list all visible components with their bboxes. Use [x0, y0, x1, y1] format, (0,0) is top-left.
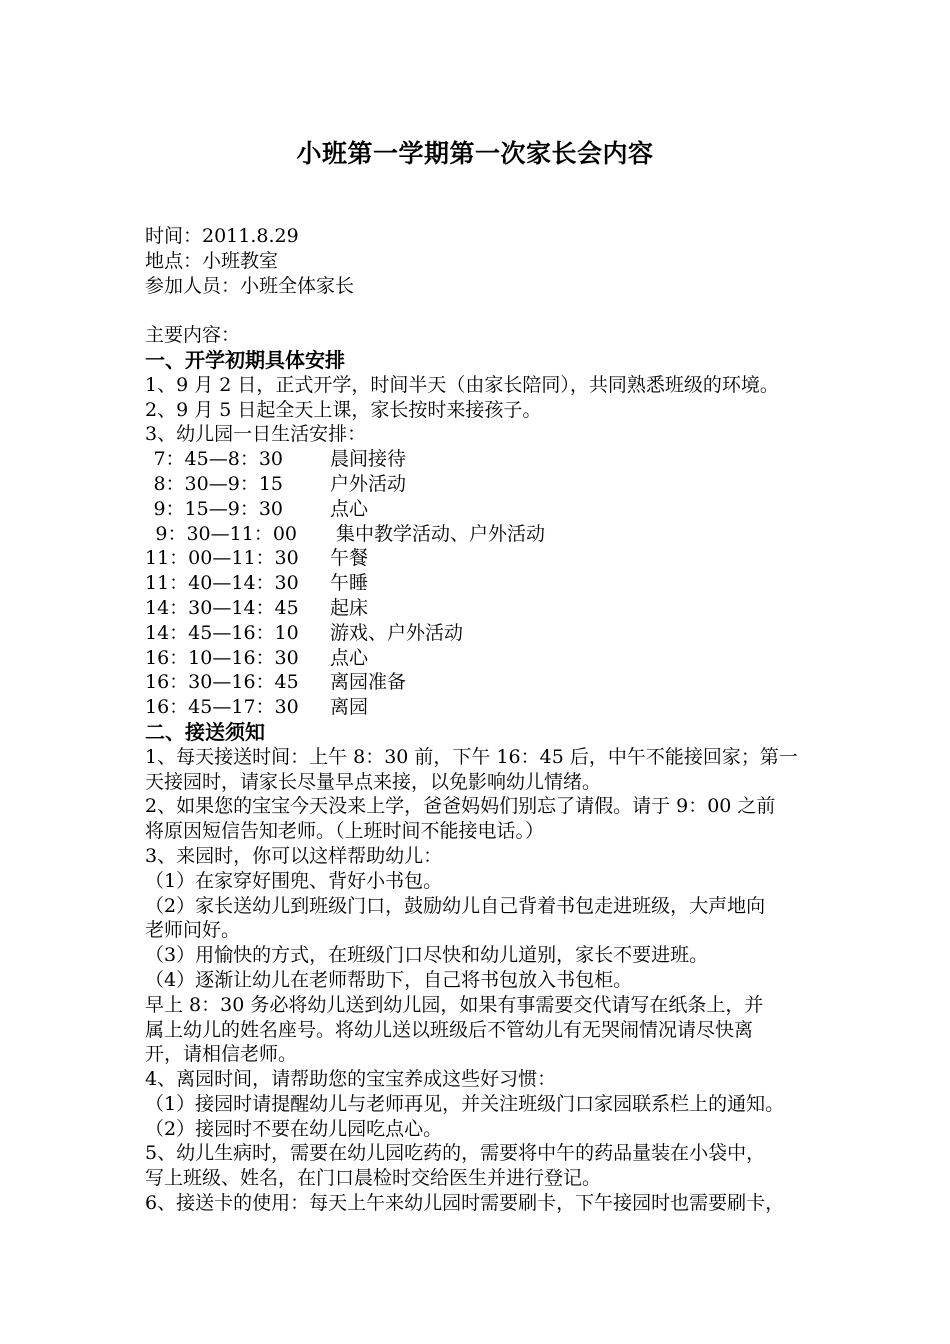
schedule-row — [145, 546, 895, 571]
schedule-row — [145, 646, 895, 671]
schedule-row — [145, 596, 895, 621]
section2-p3-4: （4）逐渐让幼儿在老师帮助下，自己将书包放入书包柜。 — [145, 968, 633, 991]
blank-line — [145, 298, 895, 323]
section2-p3-5-line3: 开，请相信老师。 — [145, 1043, 298, 1066]
schedule-activity: 点心 — [330, 646, 369, 669]
schedule-time: 16：45—17：30 — [145, 696, 299, 719]
schedule-row — [145, 497, 895, 522]
schedule-activity: 午睡 — [330, 572, 369, 595]
section2-p4-1: （1）接园时请提醒幼儿与老师再见，并关注班级门口家园联系栏上的通知。 — [145, 1092, 785, 1115]
schedule-activity: 离园准备 — [330, 671, 407, 694]
schedule-activity: 集中教学活动、户外活动 — [336, 522, 546, 545]
section1-item2: 2、9 月 5 日起全天上课，家长按时来接孩子。 — [145, 398, 542, 421]
section2-p3-5-line2: 属上幼儿的姓名座号。将幼儿送以班级后不管幼儿有无哭闹情况请尽快离 — [145, 1018, 754, 1041]
section2-p3-5-line1: 早上 8：30 务必将幼儿送到幼儿园，如果有事需要交代请写在纸条上，并 — [145, 993, 764, 1016]
schedule-row — [145, 447, 895, 472]
section2-p6-line1: 6、接送卡的使用：每天上午来幼儿园时需要刷卡，下午接园时也需要刷卡， — [145, 1192, 785, 1215]
schedule-row — [145, 571, 895, 596]
schedule-time: 16：10—16：30 — [145, 646, 299, 669]
meeting-place: 地点：小班教室 — [145, 249, 279, 272]
document-body — [145, 224, 895, 1216]
section2-p4: 4、离园时间，请帮助您的宝宝养成这些好习惯： — [145, 1068, 557, 1091]
schedule-row — [145, 522, 895, 547]
section2-p4-2: （2）接园时不要在幼儿园吃点心。 — [145, 1117, 443, 1140]
section2-p2-line1: 2、如果您的宝宝今天没来上学，爸爸妈妈们别忘了请假。请于 9：00 之前 — [145, 795, 776, 818]
section2-p2-line2: 将原因短信告知老师。（上班时间不能接电话。） — [145, 820, 545, 843]
section2-heading: 二、接送须知 — [145, 719, 265, 744]
schedule-row — [145, 670, 895, 695]
schedule-time: 9：30—11：00 — [155, 522, 297, 545]
section1-item1: 1、9 月 2 日，正式开学，时间半天（由家长陪同），共同熟悉班级的环境。 — [145, 373, 779, 396]
schedule-time: 11：00—11：30 — [145, 547, 299, 570]
schedule-time: 7：45—8：30 — [153, 448, 283, 471]
schedule-row — [145, 621, 895, 646]
section2-p1-line2: 天接园时，请家长尽量早点来接，以免影响幼儿情绪。 — [145, 770, 602, 793]
section2-p3-2-line2: 老师问好。 — [145, 919, 241, 942]
section1-heading: 一、开学初期具体安排 — [145, 347, 345, 372]
schedule-time: 8：30—9：15 — [153, 472, 283, 495]
section2-p5-line1: 5、幼儿生病时，需要在幼儿园吃药的，需要将中午的药品量装在小袋中， — [145, 1142, 766, 1165]
schedule-time: 16：30—16：45 — [145, 671, 299, 694]
section1-item3: 3、幼儿园一日生活安排： — [145, 423, 367, 446]
schedule-activity: 午餐 — [330, 547, 369, 570]
schedule-row — [145, 472, 895, 497]
schedule-time: 9：15—9：30 — [153, 497, 283, 520]
section2-p1-line1: 1、每天接送时间：上午 8：30 前，下午 16：45 后，中午不能接回家；第一 — [145, 745, 798, 768]
meeting-time: 时间：2011.8.29 — [145, 225, 299, 247]
section2-p3-1: （1）在家穿好围兜、背好小书包。 — [145, 869, 443, 892]
document-title: 小班第一学期第一次家长会内容 — [296, 139, 654, 168]
schedule-time: 11：40—14：30 — [145, 572, 299, 595]
section2-p3: 3、来园时，你可以这样帮助幼儿： — [145, 844, 443, 867]
schedule-activity: 点心 — [330, 497, 369, 520]
schedule-activity: 户外活动 — [330, 472, 407, 495]
meeting-attendees: 参加人员：小班全体家长 — [145, 274, 355, 297]
schedule-time: 14：30—14：45 — [145, 596, 299, 619]
main-content-label: 主要内容： — [145, 324, 241, 347]
schedule-activity: 游戏、户外活动 — [330, 621, 464, 644]
schedule-activity: 离园 — [330, 696, 369, 719]
section2-p3-3: （3）用愉快的方式，在班级门口尽快和幼儿道别，家长不要进班。 — [145, 944, 709, 967]
schedule-activity: 起床 — [330, 596, 369, 619]
schedule-row — [145, 695, 895, 720]
section2-p3-2-line1: （2）家长送幼儿到班级门口，鼓励幼儿自己背着书包走进班级，大声地向 — [145, 894, 766, 917]
schedule-time: 14：45—16：10 — [145, 621, 299, 644]
schedule-activity: 晨间接待 — [330, 448, 407, 471]
section2-p5-line2: 写上班级、姓名，在门口晨检时交给医生并进行登记。 — [145, 1167, 602, 1190]
